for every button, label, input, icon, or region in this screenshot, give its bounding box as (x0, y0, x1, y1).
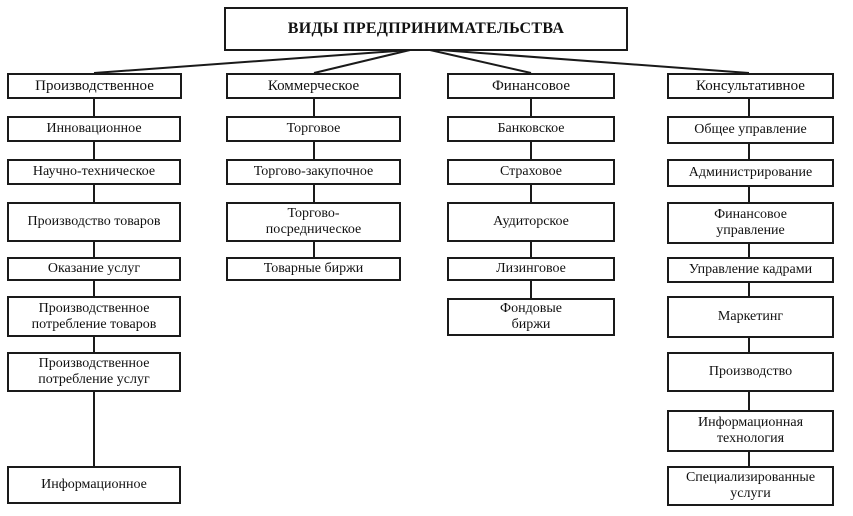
item-general-management: Общее управление (667, 116, 834, 144)
item-stock-exchanges: Фондовые биржи (447, 298, 615, 336)
item-administration: Администрирование (667, 159, 834, 187)
item-audit: Аудиторское (447, 202, 615, 242)
category-production: Производственное (7, 73, 182, 99)
item-marketing: Маркетинг (667, 296, 834, 338)
item-specialized-services: Специализированные услуги (667, 466, 834, 506)
item-production: Производство (667, 352, 834, 392)
item-trade: Торговое (226, 116, 401, 142)
item-leasing: Лизинговое (447, 257, 615, 281)
item-services: Оказание услуг (7, 257, 181, 281)
item-financial-management: Финансовое управление (667, 202, 834, 244)
item-trade-intermediary: Торгово-посредническое (226, 202, 401, 242)
category-consulting: Консультативное (667, 73, 834, 99)
item-information-technology: Информационная технология (667, 410, 834, 452)
item-goods-consumption: Производственное потребление товаров (7, 296, 181, 337)
item-goods-production: Производство товаров (7, 202, 181, 242)
item-hr-management: Управление кадрами (667, 257, 834, 283)
item-trade-purchasing: Торгово-закупочное (226, 159, 401, 185)
item-banking: Банковское (447, 116, 615, 142)
item-services-consumption: Производственное потребление услуг (7, 352, 181, 392)
item-scientific-technical: Научно-техническое (7, 159, 181, 185)
category-commercial: Коммерческое (226, 73, 401, 99)
root-title: ВИДЫ ПРЕДПРИНИМАТЕЛЬСТВА (224, 7, 628, 51)
item-informational: Информационное (7, 466, 181, 504)
item-innovation: Инновационное (7, 116, 181, 142)
item-commodity-exchanges: Товарные биржи (226, 257, 401, 281)
item-insurance: Страховое (447, 159, 615, 185)
category-financial: Финансовое (447, 73, 615, 99)
